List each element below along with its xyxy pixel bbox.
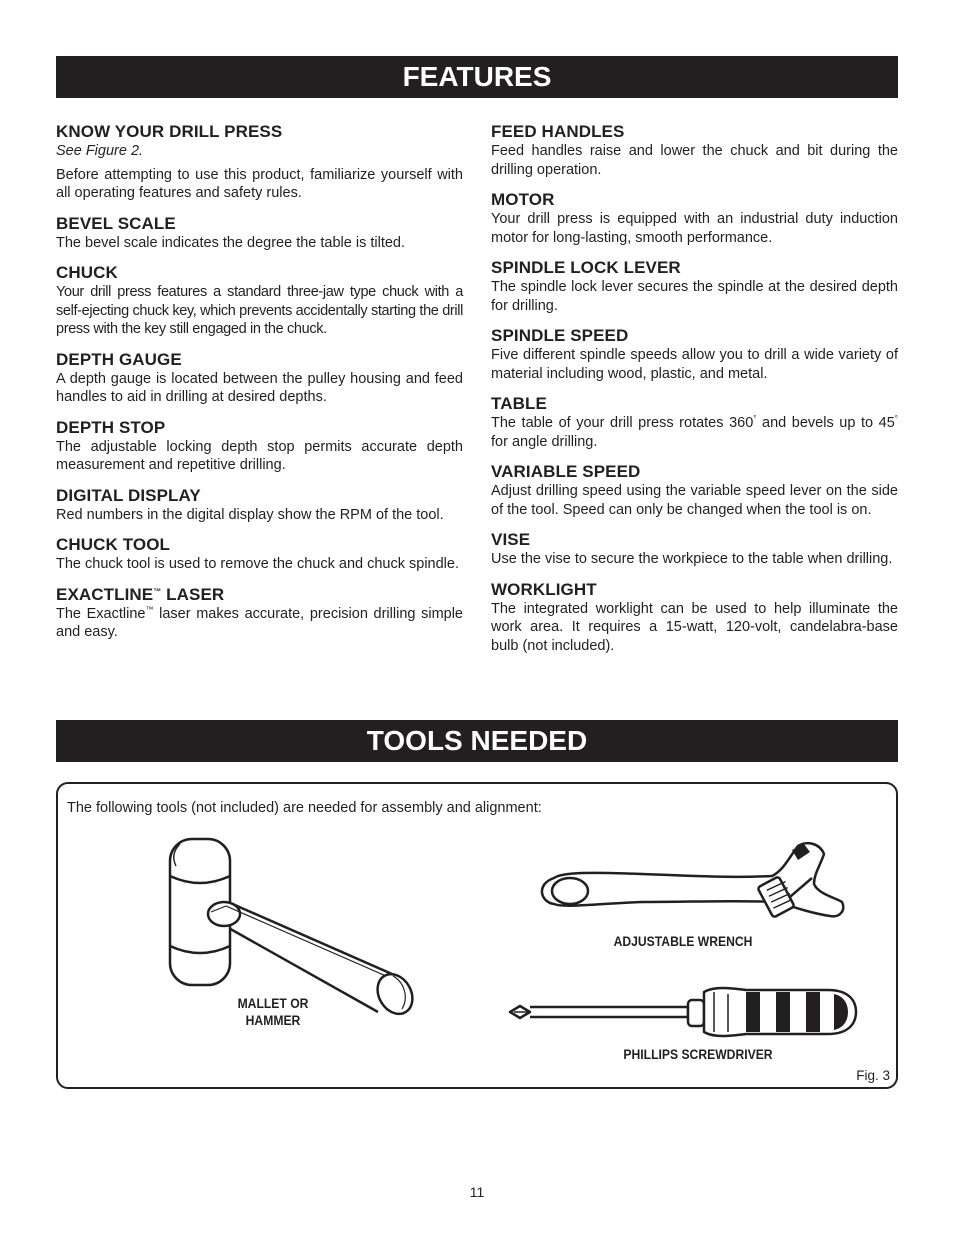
page-number: 11 — [469, 1184, 485, 1200]
feature-chuck-tool — [56, 535, 463, 574]
feature-exactline-laser — [56, 585, 463, 642]
tools-figure-box — [56, 782, 898, 1089]
adjustable-wrench-label: ADJUSTABLE WRENCH — [613, 934, 753, 949]
feature-text: The Exactline™ laser makes accurate, precision drilling simple and easy. — [56, 604, 463, 640]
feature-vise — [491, 530, 898, 569]
feature-text: The adjustable locking depth stop permits accurate depth measurement and repetitive drilling. — [56, 438, 463, 473]
feature-know-your-drill-press — [56, 122, 463, 203]
feature-heading: FEED HANDLES — [491, 122, 625, 141]
feature-digital-display — [56, 486, 463, 525]
feature-motor — [491, 190, 898, 247]
feature-text: The bevel scale indicates the degree the table is tilted. — [56, 234, 406, 251]
feature-heading: TABLE — [491, 394, 547, 413]
feature-chuck — [56, 263, 463, 339]
feature-text: Before attempting to use this product, familiarize yourself with all operating features and safety rules. — [56, 166, 463, 201]
feature-heading: VARIABLE SPEED — [491, 462, 641, 481]
figure-label: Fig. 3 — [856, 1068, 890, 1083]
feature-text: The spindle lock lever secures the spindle at the desired depth for drilling. — [491, 279, 898, 314]
feature-text: Five different spindle speeds allow you to drill a wide variety of material including wood, plastic, and metal. — [491, 347, 898, 382]
feature-feed-handles — [491, 122, 898, 179]
feature-text: Your drill press is equipped with an industrial duty induction motor for long-lasting, smooth performance. — [491, 211, 898, 246]
mallet-icon — [158, 834, 423, 1014]
feature-heading: DIGITAL DISPLAY — [56, 485, 201, 505]
feature-spindle-speed — [491, 326, 898, 383]
feature-worklight — [491, 580, 898, 656]
feature-heading: DEPTH GAUGE — [56, 349, 182, 369]
feature-text: A depth gauge is located between the pulley housing and feed handles to aid in drilling at desired depths. — [56, 370, 463, 405]
feature-text: Adjust drilling speed using the variable speed lever on the side of the tool. Speed can only be changed when the tool is on. — [491, 483, 898, 518]
feature-heading: DEPTH STOP — [56, 417, 166, 437]
degree-symbol: ° — [894, 414, 898, 423]
feature-heading: EXACTLINE™ LASER — [56, 584, 225, 604]
feature-heading: WORKLIGHT — [491, 579, 597, 599]
feature-text: Your drill press features a standard three-jaw type chuck with a self-ejecting chuck key, which prevents accidentally starting the drill press with the key still engaged in the chuck. — [56, 284, 463, 337]
tools-intro: The following tools (not included) are needed for assembly and alignment: — [67, 800, 542, 816]
feature-variable-speed — [491, 462, 898, 519]
feature-text: The table of your drill press rotates 360° and bevels up to 45° for angle drilling. — [491, 414, 898, 450]
adjustable-wrench-icon — [522, 836, 862, 936]
degree-symbol: ° — [753, 414, 757, 423]
phillips-screwdriver-label: PHILLIPS SCREWDRIVER — [623, 1047, 773, 1062]
see-figure-note: See Figure 2. — [56, 143, 144, 159]
feature-text: Feed handles raise and lower the chuck and bit during the drilling operation. — [491, 143, 898, 178]
feature-bevel-scale — [56, 214, 463, 253]
feature-heading: SPINDLE SPEED — [491, 326, 629, 345]
feature-heading: SPINDLE LOCK LEVER — [491, 258, 681, 277]
feature-heading: CHUCK — [56, 263, 118, 282]
feature-depth-stop — [56, 418, 463, 475]
feature-text: The chuck tool is used to remove the chuck and chuck spindle. — [56, 556, 459, 572]
tools-needed-banner: TOOLS NEEDED — [56, 720, 898, 762]
phillips-screwdriver-icon — [508, 982, 860, 1044]
feature-spindle-lock-lever — [491, 258, 898, 315]
features-banner: FEATURES — [56, 56, 898, 98]
features-left-column — [56, 122, 463, 653]
trademark-symbol: ™ — [145, 604, 154, 614]
feature-text: The integrated worklight can be used to help illuminate the work area. It requires a 15-watt, 120-volt, candelabra-base bulb (not included). — [491, 600, 898, 654]
feature-text: Use the vise to secure the workpiece to the table when drilling. — [491, 551, 893, 567]
trademark-symbol: ™ — [153, 586, 162, 596]
feature-heading: BEVEL SCALE — [56, 213, 176, 233]
feature-heading: KNOW YOUR DRILL PRESS — [56, 122, 283, 141]
feature-heading: MOTOR — [491, 190, 555, 209]
feature-heading: VISE — [491, 530, 531, 549]
mallet-label: MALLET OR HAMMER — [237, 996, 309, 1028]
feature-heading: CHUCK TOOL — [56, 535, 171, 554]
feature-table — [491, 394, 898, 451]
features-right-column — [491, 122, 898, 666]
feature-text: Red numbers in the digital display show the RPM of the tool. — [56, 506, 444, 523]
feature-depth-gauge — [56, 350, 463, 407]
